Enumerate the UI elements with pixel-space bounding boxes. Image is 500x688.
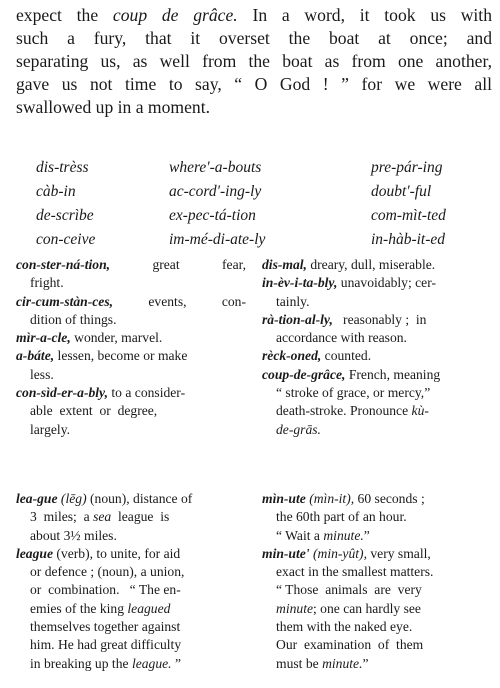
paragraph-line: such a fury, that it overset the boat at once; and <box>16 28 492 48</box>
glossary-line: themselves together against <box>30 619 181 635</box>
glossary-line: minute; one can hardly see <box>276 600 421 616</box>
glossary-left-column <box>16 256 246 439</box>
spelling-word: càb-in <box>36 183 76 200</box>
glossary-line: largely. <box>30 421 71 437</box>
glossary-line: dition of things. <box>30 311 117 327</box>
glossary-entry: in-èv-i-ta-bly, unavoidably; cer- <box>262 275 436 291</box>
spelling-word: doubt'-ful <box>371 183 432 200</box>
paragraph-line: swallowed up in a moment. <box>16 97 210 117</box>
glossary-line: Our examination of them <box>276 637 424 653</box>
glossary-line: or combination. “ The en- <box>30 582 181 598</box>
glossary-line: in breaking up the league. ” <box>30 655 182 671</box>
spelling-word: de-scrìbe <box>36 207 94 224</box>
glossary-line: accordance with reason. <box>276 330 407 346</box>
paragraph-line: gave us not time to say, “ O God ! ” for we were all <box>16 74 492 94</box>
glossary-line: must be minute.” <box>276 655 369 671</box>
spelling-word: con-ceive <box>36 231 96 248</box>
glossary-entry: con-ster-ná-tion, great fear, <box>16 257 246 272</box>
glossary-right-column <box>262 256 490 439</box>
glossary-line: them with the naked eye. <box>276 619 413 635</box>
glossary-line: “ Those animals are very <box>276 582 422 598</box>
glossary-entry: min-ute' (min-yût), very small, <box>262 545 431 561</box>
spelling-word: pre-pár-ing <box>371 159 443 176</box>
glossary-line: fright. <box>30 275 64 291</box>
glossary-line: “ stroke of grace, or mercy,” <box>276 385 431 401</box>
glossary-line: emies of the king leagued <box>30 600 171 616</box>
glossary-entry: con-sìd-er-a-bly, to a consider- <box>16 385 186 401</box>
glossary-entry: league (verb), to unite, for aid <box>16 545 181 561</box>
glossary-line: him. He had great difficulty <box>30 637 182 653</box>
glossary-line: exact in the smallest matters. <box>276 564 434 580</box>
glossary-entry: a-báte, lessen, become or make <box>16 348 188 364</box>
spelling-word: in-hàb-it-ed <box>371 231 446 248</box>
story-paragraph <box>16 4 492 119</box>
glossary-entry: rà-tion-al-ly, reasonably ; in <box>262 311 427 327</box>
glossary-entry: lea-gue (lēg) (noun), distance of <box>16 491 193 506</box>
paragraph-line: expect the coup de grâce. In a word, it took us with <box>16 5 492 25</box>
glossary-entry: coup-de-grâce, French, meaning <box>262 366 441 382</box>
paragraph-line: separating us, as well from the boat as from one another, <box>16 51 492 71</box>
glossary-line: about 3½ miles. <box>30 527 117 543</box>
spelling-word: ac-cord'-ing-ly <box>169 183 262 200</box>
glossary-line: less. <box>30 366 54 382</box>
glossary-left-column-2 <box>16 490 246 673</box>
glossary-line: 3 miles; a sea league is <box>30 509 170 525</box>
spelling-column <box>169 156 265 252</box>
spelling-word: where'-a-bouts <box>169 159 262 176</box>
glossary-entry: mìn-ute (mìn-it), 60 seconds ; <box>262 491 425 506</box>
spelling-column <box>371 156 446 252</box>
spelling-column <box>36 156 95 252</box>
spelling-word: ex-pec-tá-tion <box>169 207 256 224</box>
glossary-line: tainly. <box>276 293 310 309</box>
glossary-line: able extent or degree, <box>30 403 158 419</box>
spelling-word: dis-trèss <box>36 159 89 176</box>
spelling-word: com-mìt-ted <box>371 207 446 224</box>
glossary-line: de-grās. <box>276 421 321 437</box>
spelling-word: im-mé-di-ate-ly <box>169 231 266 248</box>
glossary-line: death-stroke. Pronounce kù- <box>276 403 429 419</box>
glossary-line: or defence ; (noun), a union, <box>30 564 185 580</box>
glossary-line: the 60th part of an hour. <box>276 509 407 525</box>
glossary-entry: mìr-a-cle, wonder, marvel. <box>16 330 163 346</box>
glossary-line: “ Wait a minute.” <box>276 527 370 543</box>
glossary-entry: dis-mal, dreary, dull, miserable. <box>262 257 436 272</box>
glossary-entry: rèck-oned, counted. <box>262 348 372 364</box>
glossary-entry: cir-cum-stàn-ces, events, con- <box>16 293 246 309</box>
glossary-right-column-2 <box>262 490 490 673</box>
